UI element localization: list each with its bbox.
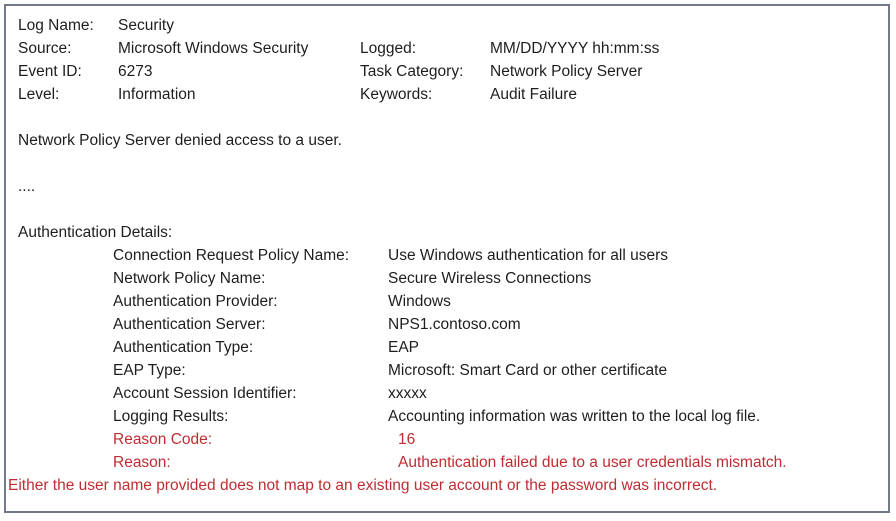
detail-label: Connection Request Policy Name: [113, 247, 350, 264]
detail-value: Windows [388, 293, 451, 310]
header-label: Log Name: [18, 17, 94, 34]
detail-label: Authentication Server: [113, 316, 266, 333]
section-title: Authentication Details: [18, 224, 173, 241]
detail-label: Network Policy Name: [113, 270, 266, 287]
header-label: Level: [18, 86, 60, 103]
detail-row-reason-code [18, 428, 880, 451]
detail-row-reason [18, 451, 880, 474]
header-value: MM/DD/YYYY hh:mm:ss [490, 40, 660, 57]
detail-row [18, 359, 880, 382]
detail-row [18, 244, 880, 267]
header-value: Network Policy Server [490, 63, 643, 80]
detail-row [18, 382, 880, 405]
detail-label: Authentication Type: [113, 339, 254, 356]
detail-label: Logging Results: [113, 408, 229, 425]
header-value: Information [118, 86, 196, 103]
header-label: Logged: [360, 40, 417, 57]
detail-row [18, 267, 880, 290]
spacer [18, 152, 880, 175]
event-log-panel [4, 4, 890, 513]
detail-value: xxxxx [388, 385, 427, 402]
header-value: 6273 [118, 63, 153, 80]
event-description: Network Policy Server denied access to a user. [18, 132, 342, 149]
event-header [18, 14, 880, 106]
detail-label: Reason Code: [113, 431, 213, 448]
detail-row [18, 290, 880, 313]
header-label [360, 14, 490, 37]
detail-label: Reason: [113, 454, 171, 471]
header-value: Audit Failure [490, 86, 578, 103]
detail-value: 16 [398, 431, 416, 448]
spacer [18, 198, 880, 221]
detail-value: NPS1.contoso.com [388, 316, 521, 333]
detail-row [18, 313, 880, 336]
detail-value: Accounting information was written to the local log file. [388, 408, 761, 425]
header-label: Source: [18, 40, 72, 57]
header-label: Keywords: [360, 86, 433, 103]
header-label: Task Category: [360, 63, 464, 80]
detail-label: Authentication Provider: [113, 293, 278, 310]
header-value: Security [118, 17, 174, 34]
ellipsis-text: .... [18, 178, 36, 195]
detail-label: EAP Type: [113, 362, 186, 379]
detail-value: Authentication failed due to a user credentials mismatch. [398, 454, 787, 471]
error-footnote: Either the user name provided does not map to an existing user account or the password was incorrect. [8, 477, 718, 494]
header-label: Event ID: [18, 63, 82, 80]
header-value [490, 14, 880, 37]
detail-row [18, 405, 880, 428]
spacer [18, 106, 880, 129]
detail-row [18, 336, 880, 359]
detail-value: Secure Wireless Connections [388, 270, 592, 287]
detail-label: Account Session Identifier: [113, 385, 297, 402]
header-value: Microsoft Windows Security [118, 40, 309, 57]
detail-value: EAP [388, 339, 420, 356]
detail-value: Microsoft: Smart Card or other certificate [388, 362, 668, 379]
detail-value: Use Windows authentication for all users [388, 247, 668, 264]
